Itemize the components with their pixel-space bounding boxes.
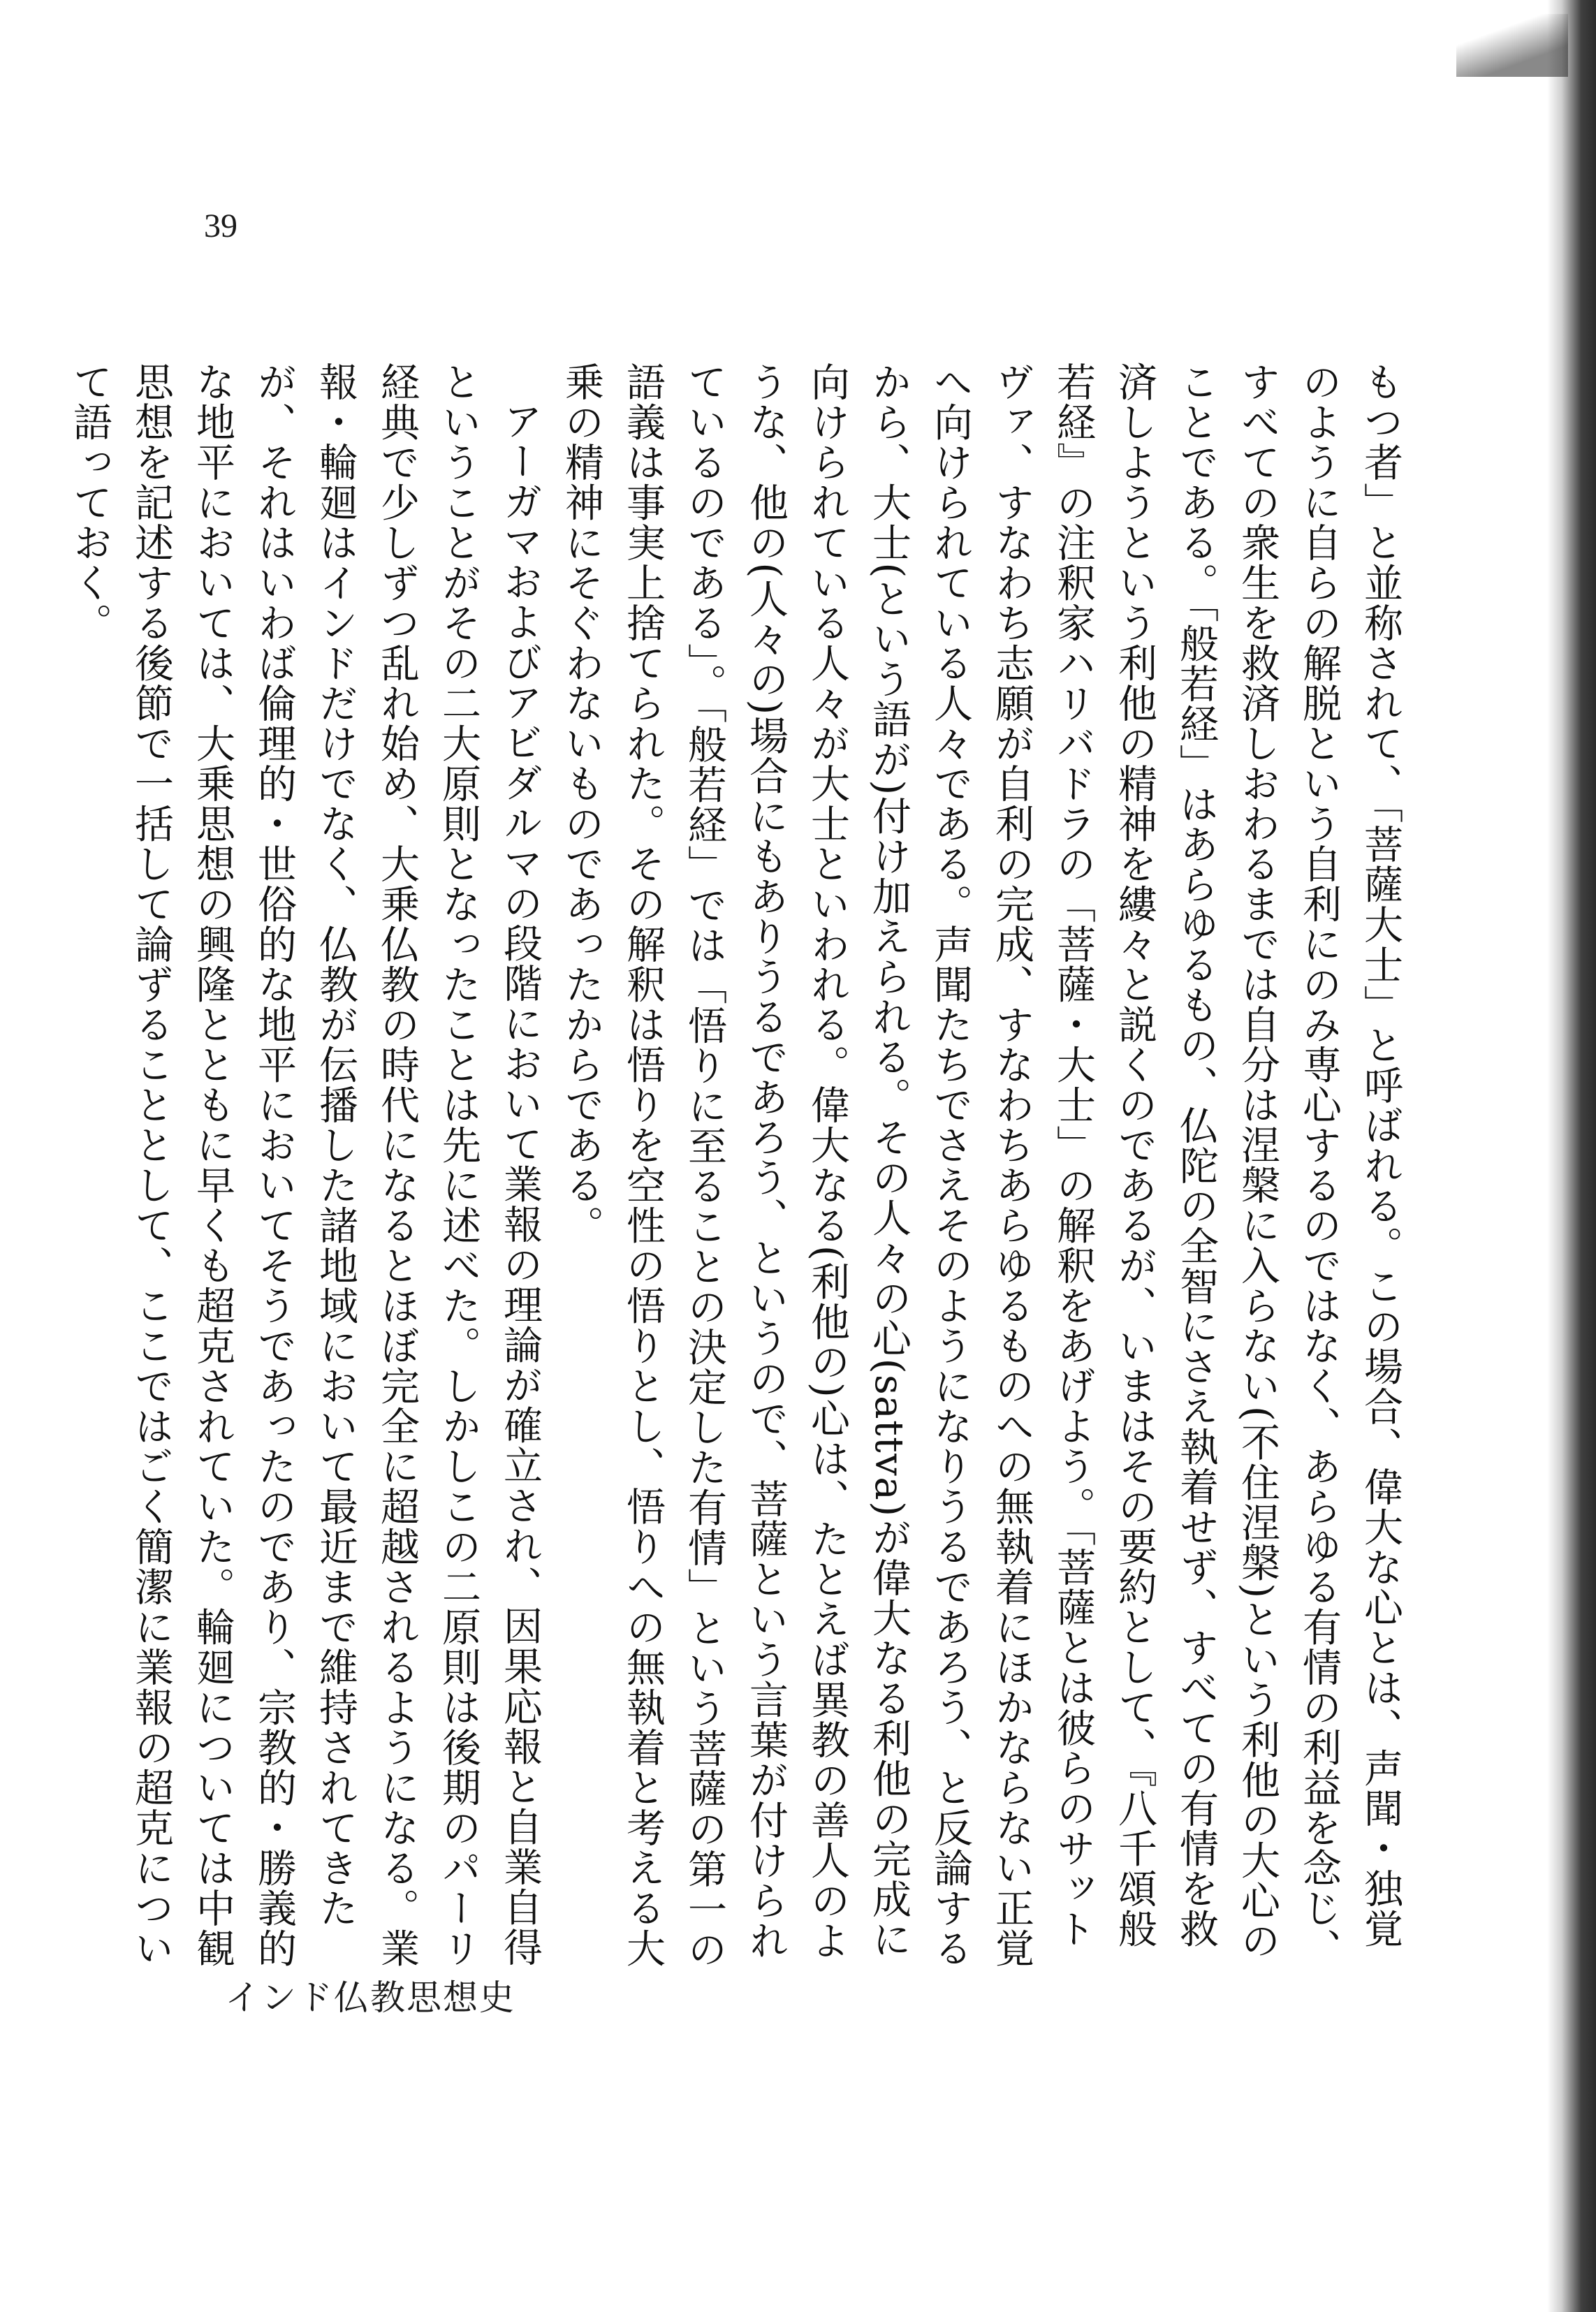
binding-shadow: [1547, 0, 1596, 2312]
paragraph-karma: アーガマおよびアビダルマの段階において業報の理論が確立され、因果応報と自業自得ということがその二大原則となったことは先に述べた。しかしこの二原則は後期のパーリ経典で少しずつ乱れ始め、大乗仏教の時代になるとほぼ完全に超越されるようになる。業報・輪廻はインドだけでなく、仏教が伝播した諸地域において最近まで維持されてきたが、それはいわば倫理的・世俗的な地平においてそうであったのであり、宗教的・勝義的な地平においては、大乗思想の興隆とともに早くも超克されていた。輪廻については中観思想を記述する後節で一括して論ずることとして、ここではごく簡潔に業報の超克について語っておく。: [67, 362, 543, 1968]
page-number: 39: [204, 207, 237, 244]
paragraph-bodhisattva: もつ者」と並称されて、「菩薩大士」と呼ばれる。この場合、偉大な心とは、声聞・独覚のように自らの解脱という自利にのみ専心するのではなく、あらゆる有情の利益を念じ、すべての衆生を救済しおわるまでは自分は涅槃に入らない(不住涅槃)という利他の大心のことである。「般若経」はあらゆるもの、仏陀の全智にさえ執着せず、すべての有情を救済しようという利他の精神を縷々と説くのであるが、いまはその要約として、『八千頌般若経』の注釈家ハリバドラの「菩薩・大士」の解釈をあげよう。「菩薩とは彼らのサットヴァ、すなわち志願が自利の完成、すなわちあらゆるものへの無執着にほかならない正覚へ向けられている人々である。声聞たちでさえそのようになりうるであろう、と反論するから、大士(という語が)付け加えられる。その人々の心(sattva)が偉大なる利他の完成に向けられている人々が大士といわれる。偉大なる(利他の)心は、たとえば異教の善人のような、他の(人々の)場合にもありうるであろう、というので、菩薩という言葉が付けられているのである」。「般若経」では「悟りに至ることの決定した有情」という菩薩の第一の語義は事実上捨てられた。その解釈は悟りを空性の悟りとし、悟りへの無執着と考える大乗の精神にそぐわないものであったからである。: [559, 362, 1403, 1970]
running-footer: インド仏教思想史: [225, 1977, 515, 2018]
binding-edge: [1456, 14, 1568, 77]
body-text: [67, 362, 1411, 1982]
